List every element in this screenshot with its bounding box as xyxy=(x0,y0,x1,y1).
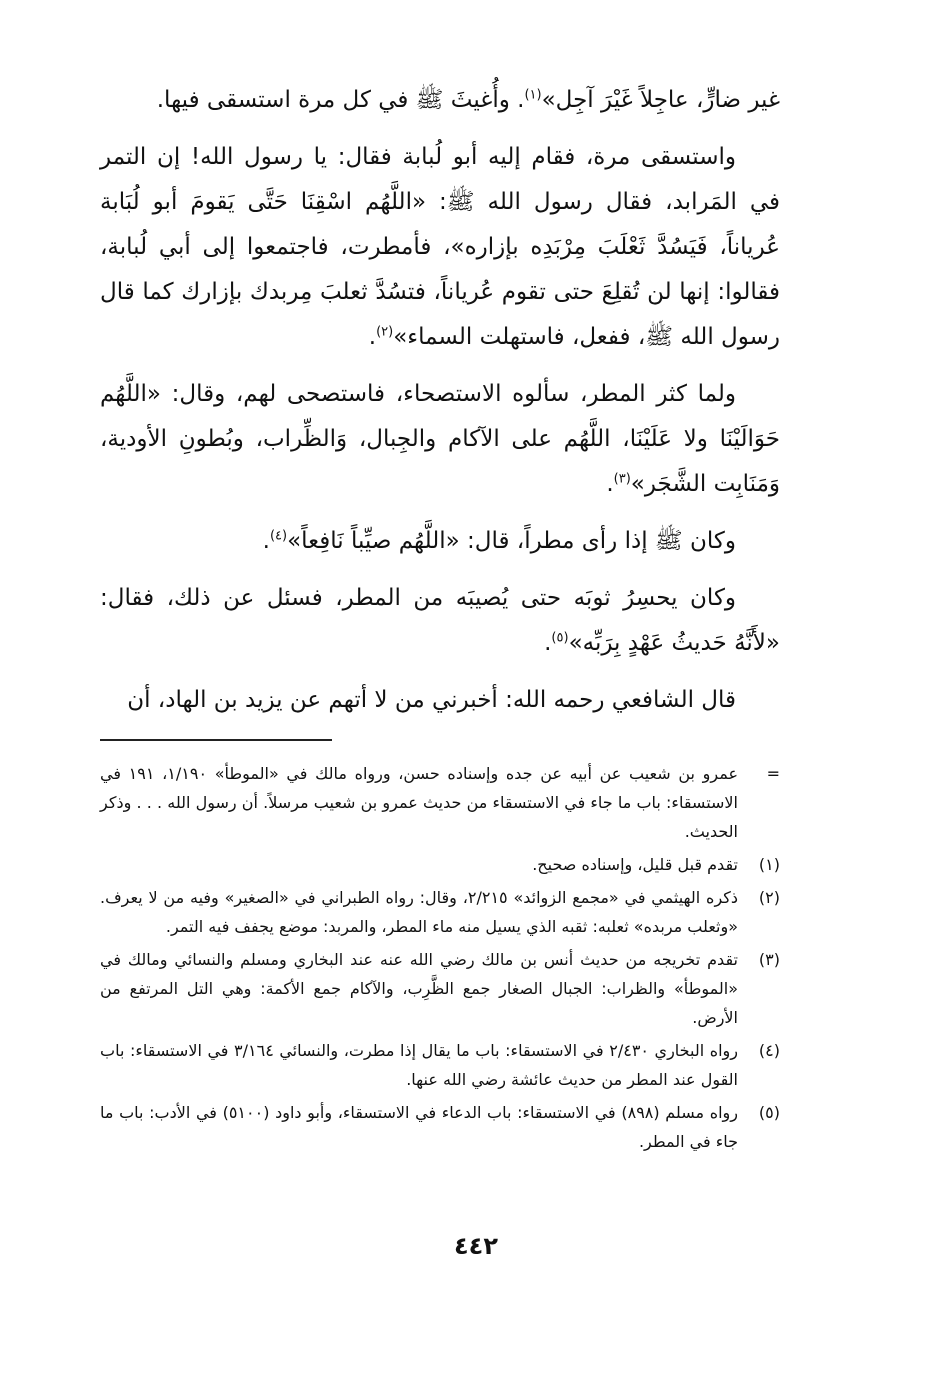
paragraph-text: . xyxy=(262,528,270,554)
paragraph-1 xyxy=(100,78,780,123)
footnote-number: = xyxy=(766,764,780,783)
paragraph-text: . xyxy=(606,471,614,497)
footnote-marker: (٥) xyxy=(551,630,569,646)
footnote-marker: (١) xyxy=(524,87,542,103)
page-number: ٤٤٢ xyxy=(454,1232,498,1260)
footnotes xyxy=(100,759,780,1156)
paragraph-3 xyxy=(100,372,780,507)
footnote-marker: (٣) xyxy=(613,471,631,487)
footnote xyxy=(100,759,780,846)
footnote-text: تقدم قبل قليل، وإسناده صحيح. xyxy=(532,855,738,874)
paragraph-text: . xyxy=(368,324,377,350)
footnote-marker: (٢) xyxy=(376,324,394,340)
footnote-marker: (٤) xyxy=(269,528,288,544)
paragraph-text: ولما كثر المطر، سألوه الاستصحاء، فاستصحى لهم، وقال: «اللَّهُم حَوَالَيْنَا ولا عَلَيْنَا، اللَّهُم على الآكام والجِبال، وَالظِّراب، وبُطونِ الأودية، وَمَنَابِت الشَّجَر» xyxy=(100,381,780,497)
footnote xyxy=(100,883,780,941)
footnote-number: (٣) xyxy=(758,950,780,969)
footnote xyxy=(100,945,780,1032)
paragraph-5 xyxy=(100,576,780,666)
footnote-number: (١) xyxy=(758,855,780,874)
paragraph-text: . xyxy=(544,630,552,656)
footnote-number: (٤) xyxy=(758,1041,780,1060)
paragraph-text: واستسقى مرة، فقام إليه أبو لُبابة فقال: يا رسول الله! إن التمر في المَرابد، فقال رسول الله ﷺ: «اللَّهُم اسْقِنَا حَتَّى يَقومَ أبو لُبَابة عُرياناً، فَيَسُدَّ ثَعْلَبَ مِرْبَدِه بإزاره»، فأمطرت، فاجتمعوا إلى أبي لُبابة، فقالوا: إنها لن تُقلِعَ حتى تقوم عُرياناً، فتسُدَّ ثعلبَ مِربدك بإزارك كما قال رسول الله ﷺ، ففعل، فاستهلت السماء» xyxy=(100,144,780,350)
footnote xyxy=(100,850,780,879)
footnote-text: ذكره الهيثمي في «مجمع الزوائد» ٢/٢١٥، وقال: رواه الطبراني في «الصغير» وفيه من لا يعرف. «وثعلب مربده» ثعلبه: ثقبه الذي يسيل منه ماء المطر، والمربد: موضع يجفف فيه التمر. xyxy=(100,888,739,936)
paragraph-text: وكان ﷺ إذا رأى مطراً، قال: «اللَّهُم صيِّباً نَافِعاً» xyxy=(287,528,736,554)
paragraph-6 xyxy=(100,678,780,723)
paragraph-4 xyxy=(100,519,780,564)
footnote xyxy=(100,1036,780,1094)
footnote-text: عمرو بن شعيب عن أبيه عن جده وإسناده حسن، ورواه مالك في «الموطأ» ١/١٩٠، ١٩١ في الاستسقاء: باب ما جاء في الاستسقاء من حديث عمرو بن شعيب مرسلاً. أن رسول الله . . . وذكر الحديث. xyxy=(100,764,739,841)
footnote-text: رواه مسلم (٨٩٨) في الاستسقاء: باب الدعاء في الاستسقاء، وأبو داود (٥١٠٠) في الأدب: باب ما جاء في المطر. xyxy=(100,1103,738,1151)
main-text xyxy=(100,78,780,723)
footnote-number: (٢) xyxy=(758,888,780,907)
footnote-text: رواه البخاري ٢/٤٣٠ في الاستسقاء: باب ما يقال إذا مطرت، والنسائي ٣/١٦٤ في الاستسقاء: باب القول عند المطر من حديث عائشة رضي الله عنها. xyxy=(100,1041,739,1089)
paragraph-text: وكان يحسِرُ ثوبَه حتى يُصيبَه من المطر، فسئل عن ذلك، فقال: «لأَنَّهُ حَديثُ عَهْدٍ بِرَبِّه» xyxy=(100,585,780,656)
footnote-text: تقدم تخريجه من حديث أنس بن مالك رضي الله عنه عند البخاري ومسلم والنسائي ومالك في «الموطأ» والظراب: الجبال الصغار جمع الظَّرِب، والآكام جمع الأكمة: وهي التل المرتفع من الأرض. xyxy=(100,950,738,1027)
footnote-divider xyxy=(100,739,332,741)
paragraph-text: . وأُغيثَ ﷺ في كل مرة استسقى فيها. xyxy=(156,87,525,113)
paragraph-text: قال الشافعي رحمه الله: أخبرني من لا أتهم عن يزيد بن الهاد، أن xyxy=(127,687,736,713)
paragraph-2 xyxy=(100,135,780,360)
footnote xyxy=(100,1098,780,1156)
page xyxy=(100,78,780,1160)
paragraph-text: غير ضارٍّ، عاجِلاً غَيْرَ آجِل» xyxy=(541,87,780,113)
footnote-number: (٥) xyxy=(758,1103,780,1122)
